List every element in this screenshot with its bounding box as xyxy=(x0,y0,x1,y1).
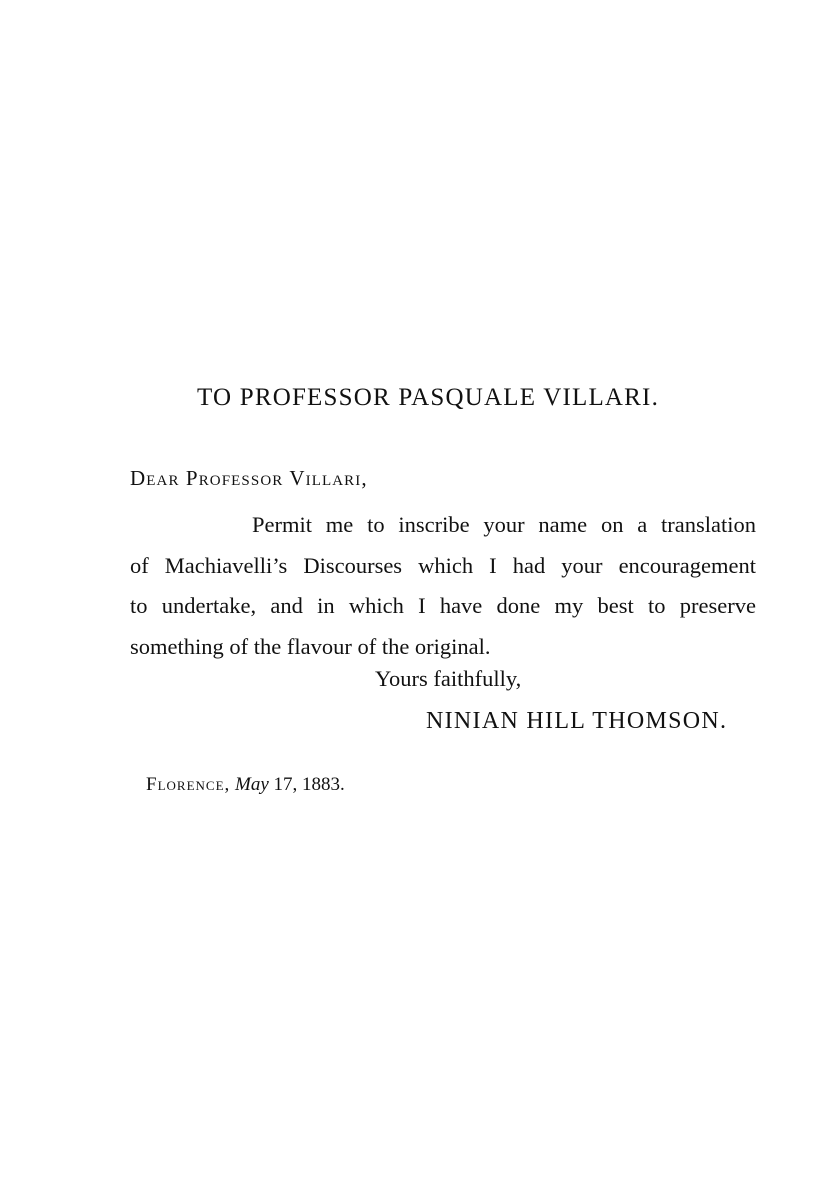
body-line: something of the flavour of the original. xyxy=(130,633,491,659)
dateline-month: May xyxy=(235,774,269,795)
dedication-body xyxy=(130,505,756,667)
dedication-heading: TO PROFESSOR PASQUALE VILLARI. xyxy=(197,384,660,411)
dateline-place: Florence, xyxy=(146,774,231,795)
signature: NINIAN HILL THOMSON. xyxy=(426,708,728,734)
body-line: to undertake, and in which I have done my best to preserve xyxy=(130,593,756,618)
body-line: Permit me to inscribe your name on a translation xyxy=(252,512,756,537)
dateline-day-year: 17, 1883. xyxy=(273,774,345,795)
closing: Yours faithfully, xyxy=(375,666,522,691)
body-line: of Machiavelli’s Discourses which I had your encouragement xyxy=(130,552,756,578)
dateline xyxy=(146,774,345,796)
salutation: Dear Professor Villari, xyxy=(130,466,368,490)
